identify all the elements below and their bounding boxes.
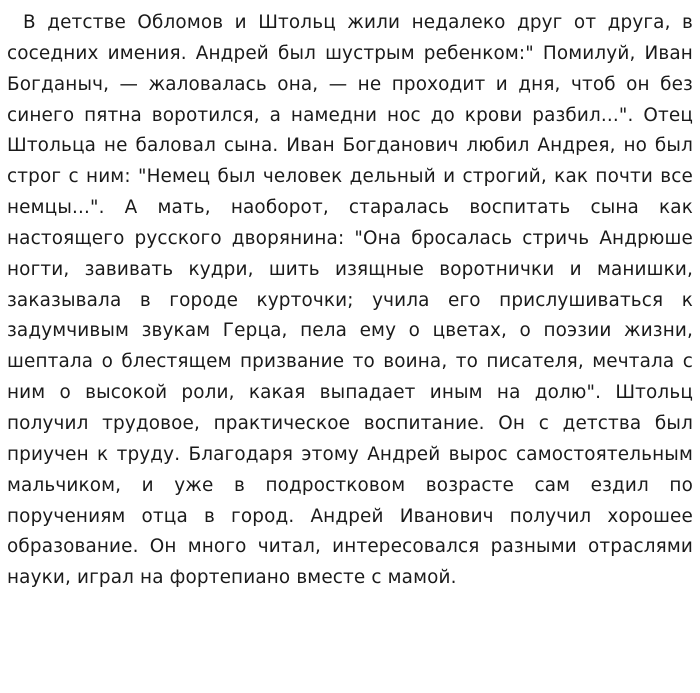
document-page bbox=[7, 8, 693, 594]
body-paragraph: В детстве Обломов и Штольц жили недалеко друг от друга, в соседних имения. Андрей был шустрым ребенком:" Помилуй, Иван Богданыч, — жаловалась она, — не проходит и дня, чтоб он без синего пятна воротился, а намедни нос до крови разбил...". Отец Штольца не баловал сына. Иван Богданович любил Андрея, но был строг с ним: "Немец был человек дельный и строгий, как почти все немцы...". А мать, наоборот, старалась воспитать сына как настоящего русского дворянина: "Она бросалась стричь Андрюше ногти, завивать кудри, шить изящные воротнички и манишки, заказывала в городе курточки; учила его прислушиваться к задумчивым звукам Герца, пела ему о цветах, о поэзии жизни, шептала о блестящем призвание то воина, то писателя, мечтала с ним о высокой роли, какая выпадает иным на долю". Штольц получил трудовое, практическое воспитание. Он с детства был приучен к труду. Благодаря этому Андрей вырос самостоятельным мальчиком, и уже в подростковом возрасте сам ездил по поручениям отца в город. Андрей Иванович получил хорошее образование. Он много читал, интересовался разными отраслями науки, играл на фортепиано вместе с мамой. bbox=[7, 12, 693, 589]
